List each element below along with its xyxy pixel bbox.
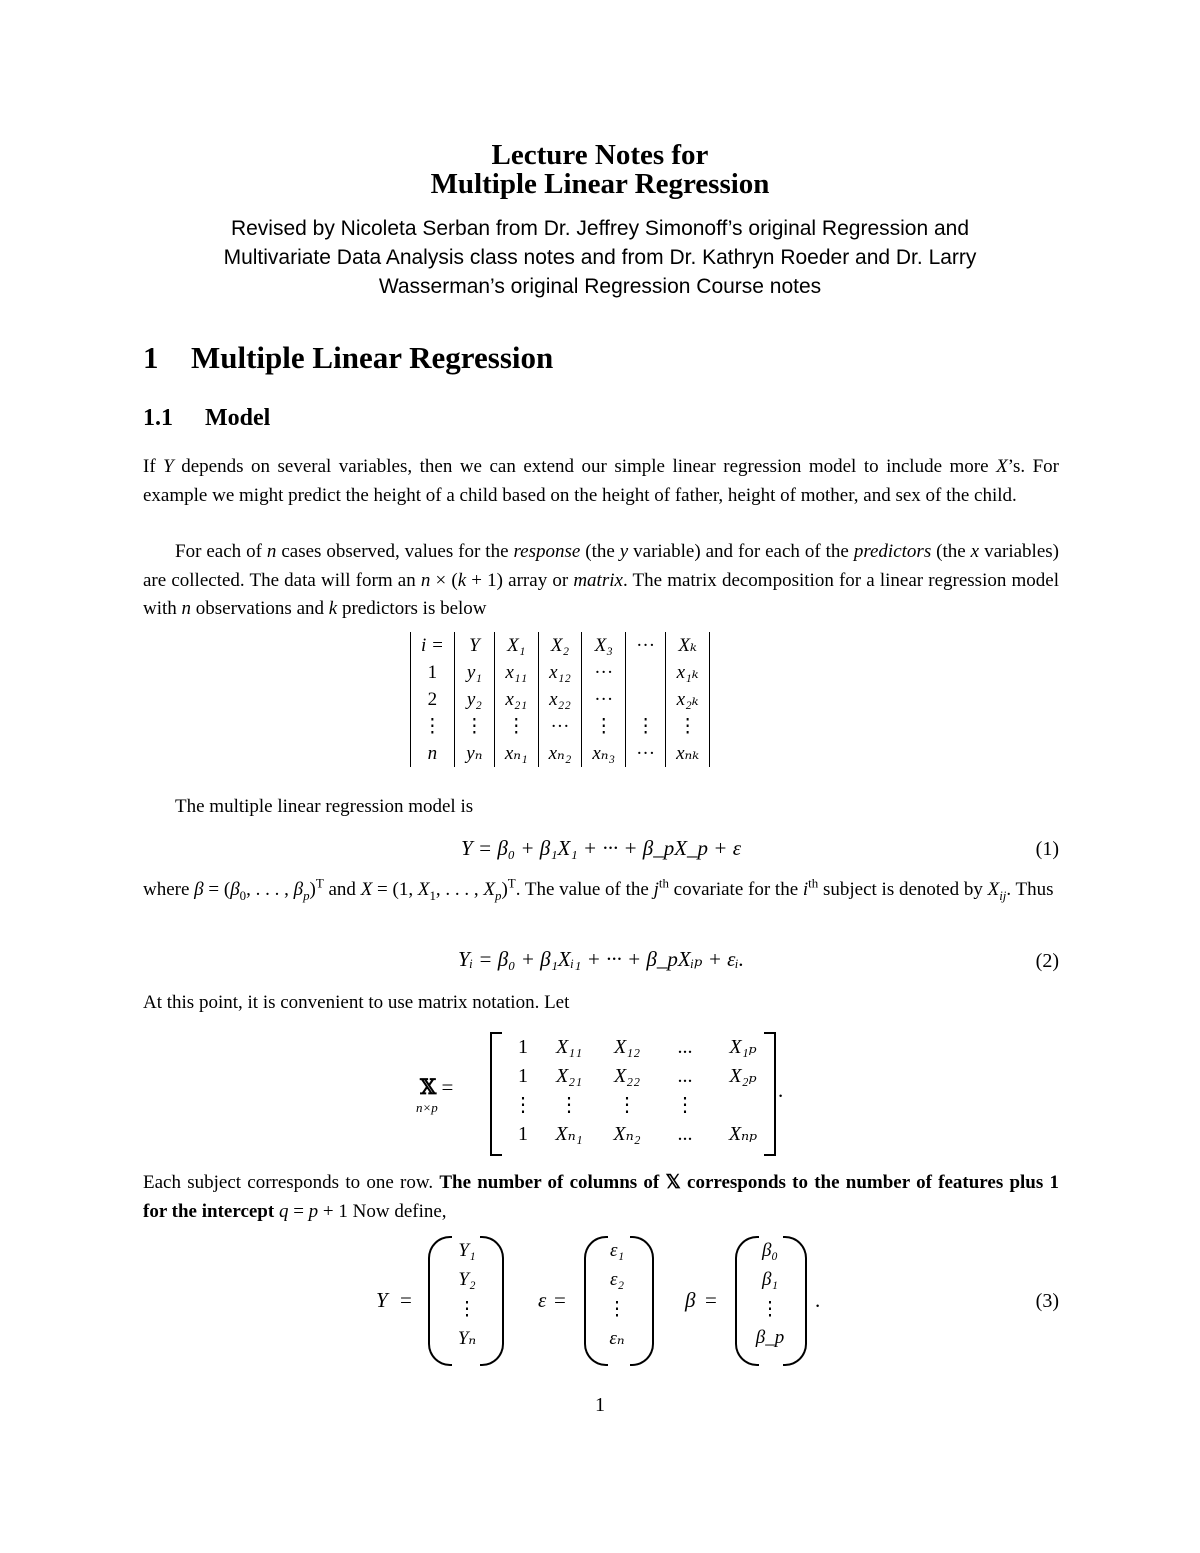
vector-beta-entry: β₀ — [761, 1240, 779, 1261]
paragraph-columns: Each subject corresponds to one row. The number of columns of 𝕏 corresponds to the number of features plus 1 for the intercept q = p + 1 Now define, — [143, 1172, 1060, 1222]
data-matrix-cell — [626, 659, 666, 686]
subsection-title: Model — [205, 405, 271, 431]
author-line-3: Wasserman’s original Regression Course notes — [378, 275, 822, 298]
title-line-1: Lecture Notes for — [491, 139, 709, 171]
left-bracket — [490, 1032, 502, 1156]
data-matrix-row — [411, 686, 710, 713]
data-matrix-cell: x₁ₖ — [666, 659, 710, 686]
design-matrix-cell: Xₙ₁ — [555, 1123, 583, 1145]
data-matrix-cell: ⋮ — [666, 713, 710, 740]
data-matrix-cell: xₙ₁ — [494, 740, 538, 767]
data-matrix-cell: 1 — [411, 659, 455, 686]
design-matrix-cell: 1 — [518, 1123, 528, 1145]
design-matrix-cell: Xₙ₂ — [613, 1123, 641, 1145]
data-matrix-row — [411, 713, 710, 740]
design-matrix-label: 𝕏 = n×p — [416, 1074, 454, 1115]
data-matrix-cell: i = — [411, 632, 455, 659]
design-matrix-cell: 1 — [518, 1065, 528, 1087]
data-matrix-cell: ⋮ — [454, 713, 494, 740]
design-matrix-cell: X₂₂ — [613, 1065, 641, 1087]
vector-beta-entry: β₁ — [761, 1269, 779, 1290]
section-number: 1 — [143, 340, 159, 375]
data-matrix-cell: ··· — [582, 659, 626, 686]
data-matrix-cell: ··· — [582, 686, 626, 713]
design-matrix-cell: Xₙₚ — [728, 1123, 758, 1145]
right-bracket — [764, 1032, 776, 1156]
design-matrix-cell: X₁₂ — [613, 1036, 641, 1058]
subsection-number: 1.1 — [143, 405, 173, 431]
design-matrix-cell: X₂ₚ — [729, 1065, 757, 1087]
data-matrix-row — [411, 740, 710, 767]
vector-beta-entry: ⋮ — [760, 1299, 780, 1320]
paragraph-intro: If Y depends on several variables, then we can extend our simple linear regression model to include more X’s. For example we might predict the height of a child based on the height of father, height of mother, and sex of the child. — [143, 456, 1059, 506]
vector-epsilon-entry: ε₂ — [609, 1269, 625, 1290]
data-matrix-cell: x₁₁ — [494, 659, 538, 686]
data-matrix-cell: X₃ — [582, 632, 626, 659]
data-matrix-cell: xₙ₃ — [582, 740, 626, 767]
subsection-heading — [143, 405, 270, 432]
section-heading — [143, 340, 553, 376]
data-matrix-cell — [626, 686, 666, 713]
vector-epsilon-entry: ε₁ — [609, 1240, 625, 1261]
vector-epsilon: ε = ε₁ ε₂ ⋮ εₙ — [538, 1236, 668, 1366]
data-matrix-cell: ⋮ — [626, 713, 666, 740]
author-line-2: Multivariate Data Analysis class notes and from Dr. Kathryn Roeder and Dr. Larry — [223, 246, 977, 269]
equation-3-number: (3) — [1035, 1290, 1059, 1312]
data-matrix-cell: 2 — [411, 686, 455, 713]
data-matrix-cell: ··· — [626, 632, 666, 659]
equation-2-number: (2) — [1035, 950, 1059, 972]
design-matrix-row — [506, 1121, 772, 1150]
vector-Y-entry: Yₙ — [457, 1328, 477, 1349]
data-matrix-cell: Y — [454, 632, 494, 659]
data-matrix-table — [410, 632, 710, 767]
author-line-1: Revised by Nicoleta Serban from Dr. Jeffrey Simonoff’s original Regression and — [230, 217, 970, 240]
design-matrix-cell: ... — [677, 1123, 693, 1145]
vector-Y-entry: ⋮ — [457, 1299, 477, 1320]
design-matrix-cell: ⋮ — [617, 1094, 637, 1116]
page-number: 1 — [595, 1394, 605, 1416]
title-line-2: Multiple Linear Regression — [430, 168, 770, 200]
data-matrix-cell: xₙₖ — [666, 740, 710, 767]
design-matrix-row — [506, 1034, 772, 1063]
design-matrix-cell: ... — [677, 1036, 693, 1058]
equation-1: Y = β₀ + β₁X₁ + ··· + β_pX_p + ε — [461, 836, 741, 860]
paragraph-notation: where $\beta = (\beta_0$, . . . , $\beta_p)^T$ and X = (1, $X_1$, . . . , $X_p)^T$. The value of the $j^{th}$ covariate for the $i^{th}$ subject is denoted by $X_{ij}$. Thus — [143, 875, 1054, 903]
vector-epsilon-entry: εₙ — [609, 1328, 625, 1349]
data-matrix-cell: yₙ — [454, 740, 494, 767]
data-matrix-cell: x₂ₖ — [666, 686, 710, 713]
paragraph-matrix-notation: At this point, it is convenient to use matrix notation. Let — [143, 992, 570, 1013]
design-matrix-cell: X₁ₚ — [729, 1036, 757, 1058]
paragraph-model-intro: The multiple linear regression model is — [175, 796, 474, 817]
vector-beta-entry: β_p — [755, 1327, 785, 1348]
data-matrix-cell: y₁ — [454, 659, 494, 686]
data-matrix-header — [411, 632, 710, 659]
design-matrix-cell: ⋮ — [675, 1094, 695, 1116]
vector-Y-entry: Y₁ — [458, 1240, 476, 1261]
section-title: Multiple Linear Regression — [191, 340, 554, 375]
data-matrix-cell: X₁ — [494, 632, 538, 659]
design-matrix-entries — [506, 1034, 772, 1150]
author-credits — [140, 214, 1060, 301]
data-matrix-cell: ··· — [538, 713, 582, 740]
data-matrix-cell: x₂₁ — [494, 686, 538, 713]
data-matrix-cell: Xₖ — [666, 632, 710, 659]
equation-1-number: (1) — [1035, 838, 1059, 860]
data-matrix-cell: ⋮ — [494, 713, 538, 740]
design-matrix-row — [506, 1092, 772, 1121]
design-matrix-cell: ... — [677, 1065, 693, 1087]
data-matrix-cell: ··· — [626, 740, 666, 767]
paragraph-data-description: For each of n cases observed, values for the response (the y variable) and for each of the predictors (the x variables) are collected. The data will form an n × (k + 1) array or matrix. The matrix decomposition for a linear regression model with n observations and k predictors is below — [143, 541, 1059, 619]
data-matrix-cell: X₂ — [538, 632, 582, 659]
vector-beta: β = β₀ β₁ ⋮ β_p . — [685, 1236, 835, 1366]
design-matrix-cell: ⋮ — [513, 1094, 533, 1116]
vector-Y: Y = Y₁ Y₂ ⋮ Yₙ — [376, 1236, 516, 1366]
data-matrix-cell: x₁₂ — [538, 659, 582, 686]
data-matrix-cell: y₂ — [454, 686, 494, 713]
vector-epsilon-entry: ⋮ — [607, 1299, 627, 1320]
data-matrix-cell: xₙ₂ — [538, 740, 582, 767]
data-matrix-cell: ⋮ — [411, 713, 455, 740]
data-matrix-cell: x₂₂ — [538, 686, 582, 713]
equation-2: Yᵢ = β₀ + β₁Xᵢ₁ + ··· + β_pXᵢₚ + εᵢ. — [458, 947, 744, 971]
data-matrix-row — [411, 659, 710, 686]
design-matrix-row — [506, 1063, 772, 1092]
design-matrix-cell: ⋮ — [559, 1094, 579, 1116]
design-matrix-cell: X₁₁ — [555, 1036, 583, 1058]
vector-Y-entry: Y₂ — [458, 1269, 476, 1290]
data-matrix-cell: n — [411, 740, 455, 767]
data-matrix-cell: ⋮ — [582, 713, 626, 740]
design-matrix-cell: 1 — [518, 1036, 528, 1058]
design-matrix-cell: X₂₁ — [555, 1065, 583, 1087]
design-matrix: 𝕏 = n×p 1 X₁₁ X₁₂ ... X₁ₚ 1 X₂₁ X₂₂ ... X₂ₚ ⋮ ⋮ ⋮ ⋮ 1 Xₙ₁ Xₙ₂ ... Xₙₚ . — [420, 1028, 780, 1158]
